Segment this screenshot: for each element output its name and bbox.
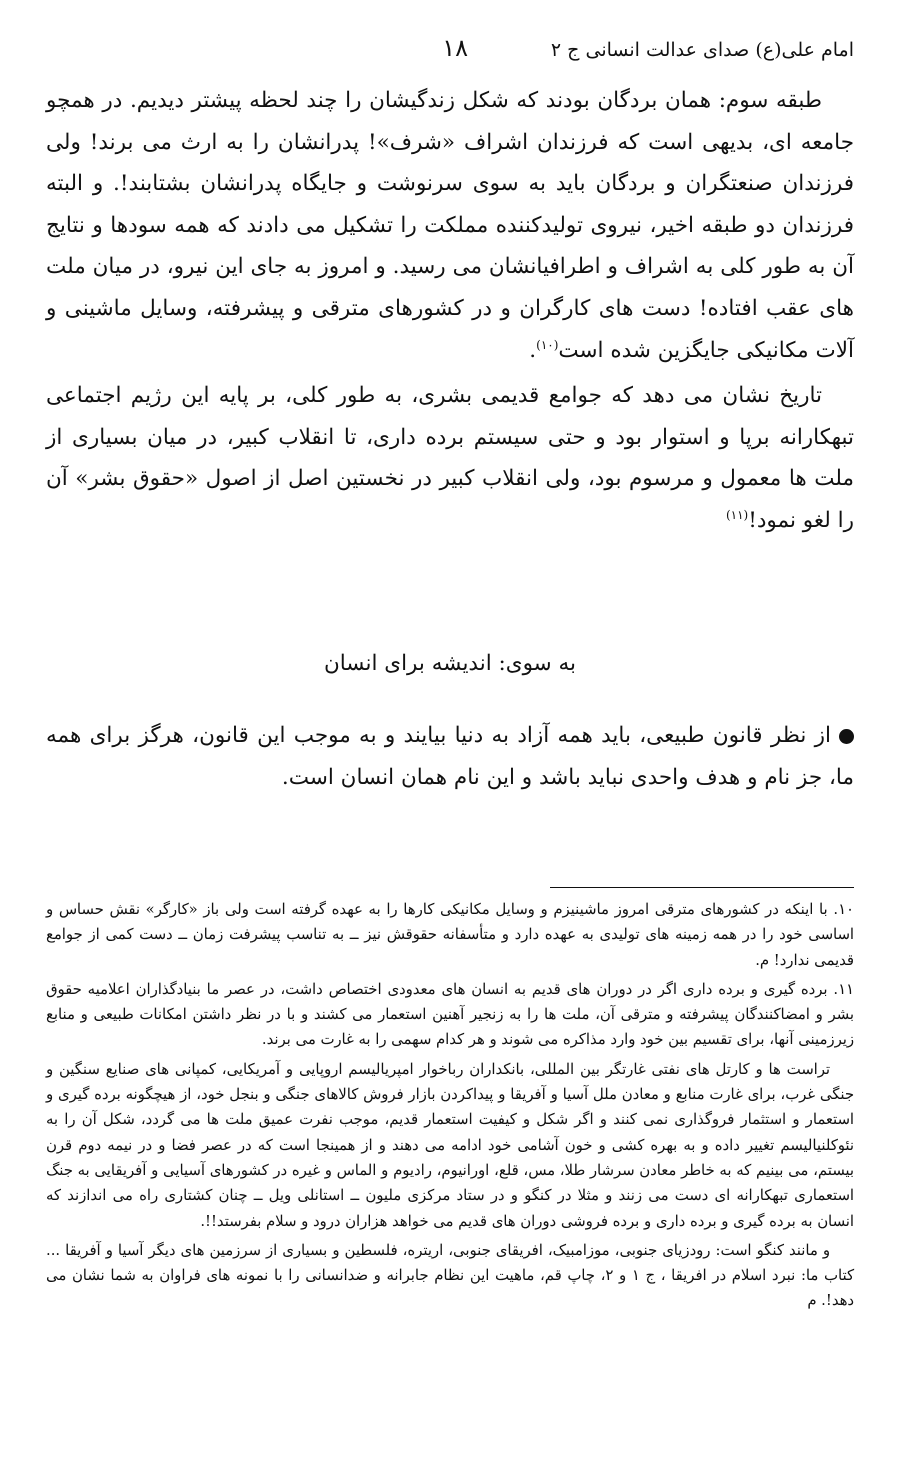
paragraph	[46, 375, 854, 541]
footnote-ref: (۱۰)	[536, 337, 559, 352]
footnote-divider	[550, 887, 854, 888]
paragraph-text: تاریخ نشان می دهد که جوامع قدیمی بشری، به طور کلی، بر پایه این رژیم اجتماعی تبهکارانه برپا و استوار بود و حتی سیستم برده داری، تا انقلاب کبیر، در میان بسیاری از ملت ها معمول و مرسوم بود، ولی انقلاب کبیر در نخستین اصل از اصول «حقوق بشر» آن را لغو نمود!	[46, 383, 854, 533]
footnote: ۱۰. با اینکه در کشورهای مترقی امروز ماشینیزم و وسایل مکانیکی کارها را به عهده گرفته است ولی باز «کارگر» نقش حساس و اساسی خود را در همه زمینه های تولیدی به عهده دارد و متأسفانه حقوقش نیز ــ به تناسب پیشرفت زمان ــ دست کمی از جوامع قدیمی ندارد! م.	[46, 901, 854, 969]
section-heading: به سوی: اندیشه برای انسان	[323, 651, 577, 676]
paragraph-text: طبقه سوم: همان بردگان بودند که شکل زندگیشان را چند لحظه پیشتر دیدیم. در همچو جامعه ای، بدیهی است که فرزندان اشراف «شرف»! پدرانشان را به ارث می برند! ولی فرزندان صنعتگران و بردگان باید به سوی سرنوشت و جایگاه پدرانشان بشتابند!. و البته فرزندان دو طبقه اخیر، نیروی تولیدکننده مملکت را تشکیل می دادند که همه سودها و نتایج آن به طور کلی به اشراف و اطرافیانشان می رسید. و امروز به جای این نیرو، در میان ملت های عقب افتاده! دست های کارگران و در کشورهای مترقی و پیشرفته، وسایل ماشینی و آلات مکانیکی جایگزین شده است	[46, 88, 854, 363]
paragraph-end: .	[529, 337, 537, 363]
page-number: ۱۸	[442, 34, 468, 62]
bullet-text: از نظر قانون طبیعی، باید همه آزاد به دنیا بیایند و به موجب این قانون، هرگز برای همه ما، جز نام و هدف واحدی نباید باشد و این نام همان انسان است.	[46, 723, 854, 790]
footnote: ۱۱. برده گیری و برده داری اگر در دوران های قدیم به انسان های معدودی اختصاص داشت، در عصر ما بنیادگذاران اعلامیه حقوق بشر و امضاکنندگان پیشرفته و مترقی آن، ملت ها را به زنجیر آهنین استعمار می کشند و با در نظر داشتن امکانات طبیعی و منابع زیرزمینی آنها، برای تقسیم بین خود وارد مذاکره می شوند و هر کدام سهمی را به غارت می برند.	[46, 980, 854, 1049]
paragraph	[46, 80, 854, 371]
page-header	[46, 33, 854, 67]
footnote-continuation: تراست ها و کارتل های نفتی غارتگر بین المللی، بانکداران رباخوار امپریالیسم اروپایی و آمریکایی، کمپانی های صنایع سنگین و جنگی غرب، برای غارت منابع و معادن ملل آسیا و آفریقا و پیداکردن بازار فروش کالاهای جنگی و بنجل خود، از هیچگونه برده گیری و استعمار و استثمار فروگذاری نمی کنند و اگر شکل و کیفیت استعمار قدیم، موجب نفرت عمیق ملت ها می گردد، شکل آن را به نئوکلنیالیسم تغییر داده و به بهره کشی و خون آشامی خود ادامه می دهند و از همینجا است که در عصر فضا و در نیمه دوم قرن بیستم، می بینیم که به خاطر معادن سرشار طلا، مس، قلع، اورانیوم، رادیوم و الماس و غیره در کشورهای آسیایی و آفریقایی به جنگ استعماری تبهکارانه ای دست می زنند و مثلا در کنگو و در ستاد مرکزی ملیون ــ استانلی ویل ــ چنان کشتاری راه می اندازند که انسان به برده گیری و برده داری و برده فروشی دوران های قدیم می خواهد هزاران درود و سلام بفرستد!!.	[46, 1060, 854, 1230]
footnote-ref: (۱۱)	[725, 507, 749, 522]
bullet-icon	[839, 729, 854, 744]
main-text	[46, 80, 854, 546]
bullet-paragraph	[46, 715, 854, 798]
running-title: امام علی(ع) صدای عدالت انسانی ج ۲	[550, 39, 854, 61]
footnote-continuation: و مانند کنگو است: رودزیای جنوبی، موزامبیک، افریقای جنوبی، اریتره، فلسطین و بسیاری از سرزمین های دیگر آسیا و آفریقا ... کتاب ما: نبرد اسلام در افریقا ، ج ۱ و ۲، چاپ قم، ماهیت این نظام جابرانه و ضدانسانی را با نمونه های فراوان به شما نشان می دهد!. م	[46, 1241, 854, 1310]
footnotes	[46, 897, 854, 1318]
